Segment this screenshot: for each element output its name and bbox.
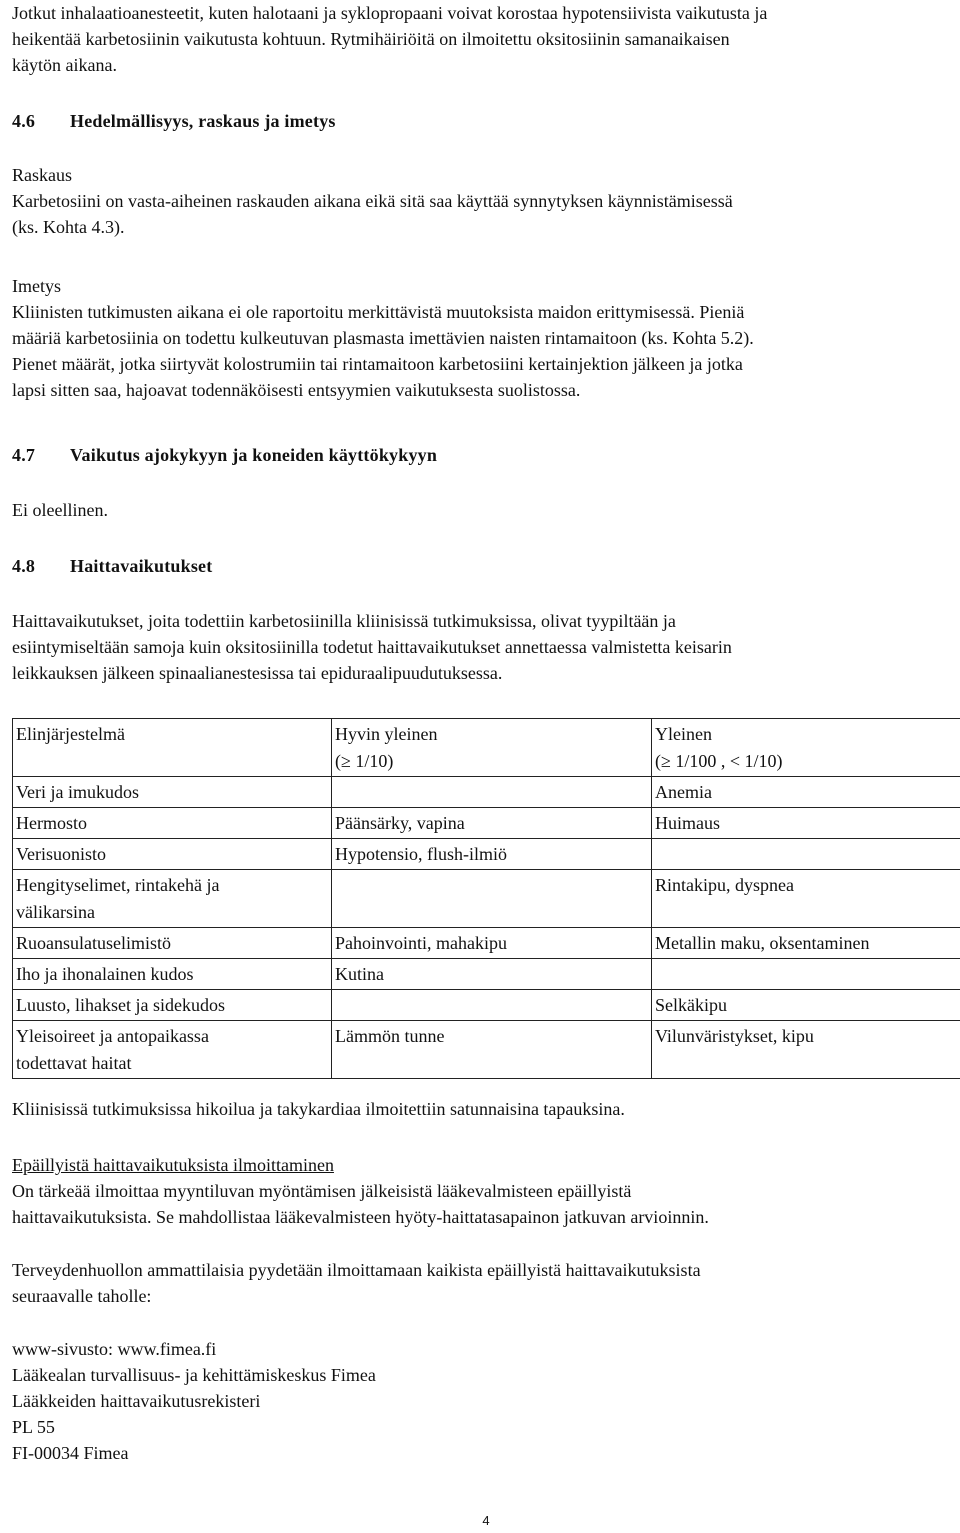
subheading-imetys: Imetys [12,276,61,296]
section-heading-4-6 [12,108,947,134]
common-cell: Huimaus [652,808,960,839]
section-title: Hedelmällisyys, raskaus ja imetys [70,111,336,131]
very-common-cell: Päänsärky, vapina [332,808,652,839]
reporting-heading: Epäillyistä haittavaikutuksista ilmoittaminen [12,1155,334,1175]
raskaus-block [12,162,947,240]
very-common-cell [332,990,652,1021]
address-line: Lääkealan turvallisuus- ja kehittämiskeskus Fimea [12,1365,376,1385]
section-number: 4.7 [12,445,36,465]
very-common-cell: Pahoinvointi, mahakipu [332,928,652,959]
table-row [13,839,960,870]
section-4-8-intro [12,608,947,686]
text-line: Terveydenhuollon ammattilaisia pyydetään ilmoittamaan kaikista epäillyistä haittavaikutuksista [12,1260,701,1280]
after-table-note [12,1096,947,1122]
table-row [13,1021,960,1079]
page-number: 4 [482,1513,490,1528]
table-row [13,808,960,839]
section-heading-4-8 [12,553,947,579]
text-line: Haittavaikutukset, joita todettiin karbetosiinilla kliinisissä tutkimuksissa, olivat tyypiltään ja [12,611,676,631]
very-common-cell: Lämmön tunne [332,1021,652,1079]
reporting-block [12,1152,947,1230]
section-heading-4-7 [12,442,947,468]
section-number: 4.6 [12,111,36,131]
organ-system-cell: Hengityselimet, rintakehä ja välikarsina [13,870,332,928]
text-line: haittavaikutuksista. Se mahdollistaa lääkevalmisteen hyöty-haittatasapainon jatkuvan arvioinnin. [12,1207,709,1227]
text-line: On tärkeää ilmoittaa myyntiluvan myöntämisen jälkeisistä lääkevalmisteen epäillyistä [12,1181,632,1201]
organ-system-cell: Yleisoireet ja antopaikassa todettavat haitat [13,1021,332,1079]
text-line: seuraavalle taholle: [12,1286,152,1306]
section-4-7-body [12,497,947,523]
header-cell: Elinjärjestelmä [13,719,332,777]
text-line: lapsi sitten saa, hajoavat todennäköisesti entsyymien vaikutuksesta suolistossa. [12,380,581,400]
organ-system-cell: Ruoansulatuselimistö [13,928,332,959]
header-cell: Hyvin yleinen (≥ 1/10) [332,719,652,777]
reporting-address [12,1336,947,1466]
very-common-cell [332,777,652,808]
text-line: Ei oleellinen. [12,500,108,520]
table-row [13,990,960,1021]
text-line: määriä karbetosiinia on todettu kulkeutuvan plasmasta imettävien naisten rintamaitoon (ks. Kohta 5.2). [12,328,754,348]
common-cell [652,959,960,990]
intro-paragraph [12,0,947,78]
organ-system-cell: Hermosto [13,808,332,839]
address-line: PL 55 [12,1417,55,1437]
section-title: Haittavaikutukset [70,556,213,576]
very-common-cell: Kutina [332,959,652,990]
website-line: www-sivusto: www.fimea.fi [12,1339,217,1359]
common-cell [652,839,960,870]
common-cell: Anemia [652,777,960,808]
section-title: Vaikutus ajokykyyn ja koneiden käyttökykyyn [70,445,438,465]
text-line: Jotkut inhalaatioanesteetit, kuten halotaani ja syklopropaani voivat korostaa hypotensiivista vaikutusta ja [12,3,768,23]
common-cell: Selkäkipu [652,990,960,1021]
header-cell: Yleinen (≥ 1/100 , < 1/10) [652,719,960,777]
text-line: Kliinisten tutkimusten aikana ei ole raportoitu merkittävistä muutoksista maidon erittymisessä. Pieniä [12,302,745,322]
common-cell: Vilunväristykset, kipu [652,1021,960,1079]
common-cell: Metallin maku, oksentaminen [652,928,960,959]
organ-system-cell: Veri ja imukudos [13,777,332,808]
common-cell: Rintakipu, dyspnea [652,870,960,928]
address-line: Lääkkeiden haittavaikutusrekisteri [12,1391,261,1411]
text-line: heikentää karbetosiinin vaikutusta kohtuun. Rytmihäiriöitä on ilmoitettu oksitosiinin samanaikaisen [12,29,730,49]
section-number: 4.8 [12,556,36,576]
table-row [13,777,960,808]
organ-system-cell: Luusto, lihakset ja sidekudos [13,990,332,1021]
table-row [13,870,960,928]
text-line: Karbetosiini on vasta-aiheinen raskauden aikana eikä sitä saa käyttää synnytyksen käynnistämisessä [12,191,733,211]
very-common-cell: Hypotensio, flush-ilmiö [332,839,652,870]
address-line: FI-00034 Fimea [12,1443,129,1463]
text-line: Pienet määrät, jotka siirtyvät kolostrumiin tai rintamaitoon karbetosiini kertainjektion jälkeen ja jotka [12,354,743,374]
organ-system-cell: Verisuonisto [13,839,332,870]
text-line: leikkauksen jälkeen spinaalianestesissa tai epiduraalipuudutuksessa. [12,663,503,683]
subheading-raskaus: Raskaus [12,165,72,185]
very-common-cell [332,870,652,928]
table-header-row [13,719,960,777]
table-row [13,928,960,959]
table-row [13,959,960,990]
text-line: esiintymiseltään samoja kuin oksitosiinilla todetut haittavaikutukset annettaessa valmistetta keisarin [12,637,732,657]
adverse-effects-table [12,718,960,1079]
imetys-block [12,273,947,403]
text-line: käytön aikana. [12,55,117,75]
organ-system-cell: Iho ja ihonalainen kudos [13,959,332,990]
text-line: (ks. Kohta 4.3). [12,217,125,237]
text-line: Kliinisissä tutkimuksissa hikoilua ja takykardiaa ilmoitettiin satunnaisina tapauksina. [12,1099,625,1119]
reporting-request [12,1257,947,1309]
